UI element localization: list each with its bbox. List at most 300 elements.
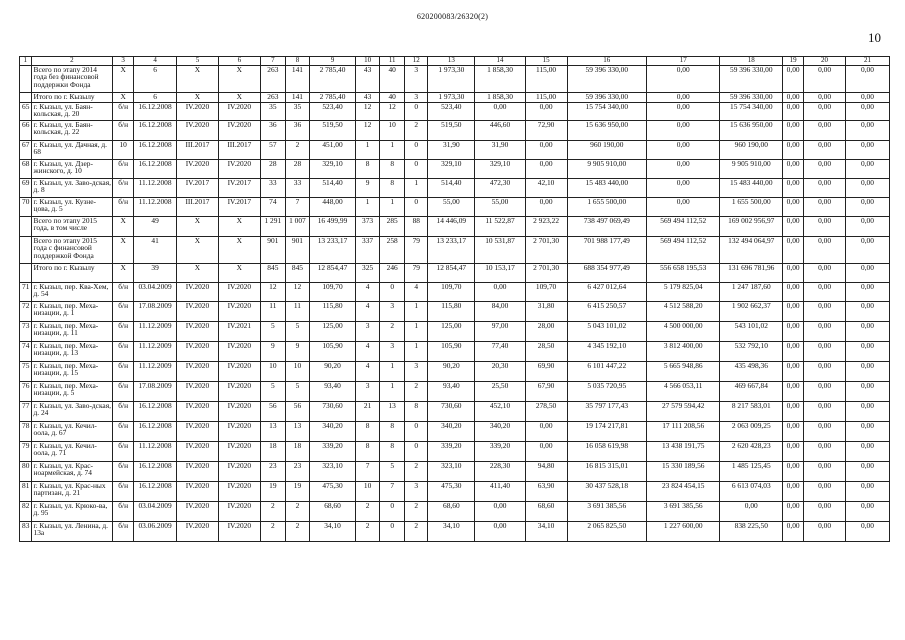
row-number-cell: 71 [20,283,32,302]
table-cell: 329,10 [428,160,475,179]
table-cell: 845 [260,264,285,283]
table-cell: 115,00 [525,66,567,93]
table-cell: 2 [260,522,285,542]
table-cell: 12 [380,103,405,121]
table-cell: 446,60 [475,121,525,141]
table-cell: IV.2020 [177,482,219,502]
table-cell: 0,00 [804,482,846,502]
address-cell: г. Кызыл, ул. Крюко-ва, д. 95 [31,502,113,522]
table-cell: 2 620 428,23 [720,442,783,462]
table-cell: 10 [260,362,285,382]
table-cell: 11.12.2009 [134,322,177,342]
table-cell: 0,00 [845,93,889,103]
table-cell: 03.04.2009 [134,283,177,302]
table-cell: 8 [380,160,405,179]
table-row [20,482,890,502]
table-cell: 0 [380,522,405,542]
column-number-cell: 3 [113,57,134,66]
table-cell: 1 [405,342,428,362]
table-cell: IV.2020 [218,342,260,362]
table-cell: 373 [356,217,380,237]
table-body [20,57,890,542]
table-cell: 339,20 [475,442,525,462]
table-cell: б/н [113,482,134,502]
table-cell: 11.12.2009 [134,342,177,362]
table-cell: 15 483 440,00 [720,179,783,198]
column-number-cell: 20 [804,57,846,66]
table-cell: 845 [285,264,309,283]
table-cell: 6 427 012,64 [567,283,647,302]
table-cell: 0,00 [845,103,889,121]
table-cell: 0,00 [647,198,720,217]
table-cell: 9 905 910,00 [720,160,783,179]
address-cell: г. Кызыл, пер. Меха-низации, д. 1 [31,302,113,322]
table-cell: 0,00 [845,442,889,462]
table-cell: 246 [380,264,405,283]
table-cell: 35 [285,103,309,121]
table-cell: 15 483 440,00 [567,179,647,198]
table-cell: б/н [113,502,134,522]
table-cell: 0 [405,103,428,121]
table-cell: 0,00 [845,302,889,322]
table-cell: 0,00 [783,522,804,542]
table-cell: 1 [380,198,405,217]
address-cell: г. Кызыл, пер. Меха-низации, д. 11 [31,322,113,342]
table-cell: 2 [405,382,428,402]
table-cell: 0,00 [845,217,889,237]
row-number-cell: 72 [20,302,32,322]
table-cell: 56 [260,402,285,422]
summary-row [20,264,890,283]
table-cell: 4 [356,362,380,382]
table-cell: 3 [356,322,380,342]
table-cell: 49 [134,217,177,237]
table-cell: 132 494 064,97 [720,237,783,264]
table-cell: 2 785,40 [309,66,355,93]
address-cell: г. Кызыл, ул. Заво-дская, д. 8 [31,179,113,198]
table-cell: 2 923,22 [525,217,567,237]
table-cell: 23 [260,462,285,482]
table-cell: 411,40 [475,482,525,502]
table-cell: 5 035 720,95 [567,382,647,402]
table-cell: X [177,237,219,264]
table-cell: 0,00 [845,422,889,442]
table-cell: 5 043 101,02 [567,322,647,342]
table-cell: 8 [356,422,380,442]
table-cell: 4 566 053,11 [647,382,720,402]
table-cell: 0,00 [845,402,889,422]
table-cell: 3 [405,362,428,382]
table-cell: 0,00 [647,141,720,160]
table-cell: 23 824 454,15 [647,482,720,502]
table-cell: IV.2017 [218,198,260,217]
table-cell: 0 [380,502,405,522]
table-cell: 31,90 [475,141,525,160]
table-cell: 19 [285,482,309,502]
table-cell: 901 [260,237,285,264]
table-cell: 90,20 [428,362,475,382]
table-cell: 5 179 825,04 [647,283,720,302]
table-cell: 0,00 [783,121,804,141]
table-cell: 0,00 [845,121,889,141]
table-cell: 55,00 [428,198,475,217]
table-cell: 1 227 600,00 [647,522,720,542]
table-cell: 28 [285,160,309,179]
table-cell: 340,20 [475,422,525,442]
table-cell: 13 [380,402,405,422]
table-cell: 90,20 [309,362,355,382]
column-number-cell: 15 [525,57,567,66]
table-cell: 0 [405,442,428,462]
table-cell: IV.2020 [218,402,260,422]
table-cell: 0,00 [804,198,846,217]
table-cell: 28 [260,160,285,179]
table-cell: 59 396 330,00 [720,66,783,93]
table-cell: 17 111 208,56 [647,422,720,442]
table-cell: 63,90 [525,482,567,502]
address-cell: г. Кызыл, ул. Баян-кольская, д. 22 [31,121,113,141]
table-cell: 0,00 [845,179,889,198]
table-cell: 9 905 910,00 [567,160,647,179]
table-cell: 2 [356,522,380,542]
table-cell: 3 691 385,56 [647,502,720,522]
table-cell: 435 498,36 [720,362,783,382]
row-number-cell: 69 [20,179,32,198]
table-cell: 3 812 400,00 [647,342,720,362]
column-number-cell: 17 [647,57,720,66]
table-cell: X [218,264,260,283]
table-cell: 11 522,87 [475,217,525,237]
address-cell: г. Кызыл, пер. Ква-Хем, д. 54 [31,283,113,302]
table-cell: 10 [113,141,134,160]
table-cell: 31,80 [525,302,567,322]
table-cell: 514,40 [309,179,355,198]
table-cell: 0,00 [783,302,804,322]
table-cell: 960 190,00 [720,141,783,160]
table-cell: 11.12.2008 [134,198,177,217]
row-number-cell: 80 [20,462,32,482]
table-cell: 469 667,84 [720,382,783,402]
column-number-cell: 9 [309,57,355,66]
table-cell: 0,00 [783,342,804,362]
table-cell: 0,00 [804,103,846,121]
column-number-cell: 16 [567,57,647,66]
table-cell: 0,00 [783,103,804,121]
table-cell: 0,00 [783,382,804,402]
table-cell: 0,00 [525,160,567,179]
table-cell: IV.2020 [218,422,260,442]
table-cell: 3 [380,342,405,362]
table-cell: 0,00 [845,362,889,382]
table-cell: 0,00 [647,121,720,141]
table-cell: 339,20 [309,442,355,462]
address-cell: г. Кызыл, ул. Крас-ных партизан, д. 21 [31,482,113,502]
table-cell: 36 [285,121,309,141]
table-cell: 109,70 [525,283,567,302]
table-cell: 11 [260,302,285,322]
table-cell: 16.12.2008 [134,482,177,502]
table-cell: 41 [134,237,177,264]
table-cell: 3 [405,93,428,103]
table-cell: 2 [260,502,285,522]
table-cell: 17.08.2009 [134,382,177,402]
table-cell: 97,00 [475,322,525,342]
table-cell: X [218,66,260,93]
table-cell: 0,00 [804,462,846,482]
table-cell: 0,00 [720,502,783,522]
table-cell: 16.12.2008 [134,141,177,160]
table-row [20,302,890,322]
table-cell: 339,20 [428,442,475,462]
table-cell: 74 [260,198,285,217]
column-number-cell: 1 [20,57,32,66]
table-cell: 94,80 [525,462,567,482]
table-cell: 0,00 [475,522,525,542]
address-cell: Всего по этапу 2015 года, в том числе [31,217,113,237]
table-cell: 2 [405,462,428,482]
table-cell: 0,00 [845,264,889,283]
table-cell: 0,00 [804,283,846,302]
row-number-cell [20,66,32,93]
table-cell: 0,00 [804,322,846,342]
table-cell: 1 [405,322,428,342]
table-cell: 0,00 [845,482,889,502]
table-cell: 36 [260,121,285,141]
table-cell: 8 [380,442,405,462]
table-cell: 28,50 [525,342,567,362]
table-cell: 34,10 [309,522,355,542]
table-cell: IV.2020 [177,121,219,141]
table-cell: 79 [405,264,428,283]
table-cell: б/н [113,522,134,542]
table-cell: 43 [356,93,380,103]
table-cell: 13 [285,422,309,442]
table-cell: 0,00 [804,141,846,160]
table-cell: X [177,217,219,237]
table-cell: 263 [260,93,285,103]
table-cell: IV.2017 [177,179,219,198]
row-number-cell: 65 [20,103,32,121]
table-cell: 40 [380,66,405,93]
table-cell: 0,00 [804,402,846,422]
table-cell: 0,00 [783,283,804,302]
table-cell: 0,00 [783,462,804,482]
table-cell: 10 531,87 [475,237,525,264]
table-cell: X [177,264,219,283]
table-cell: 13 438 191,75 [647,442,720,462]
table-cell: 141 [285,66,309,93]
table-cell: 0,00 [475,103,525,121]
table-cell: 88 [405,217,428,237]
table-cell: 16 058 619,98 [567,442,647,462]
table-cell: 730,60 [428,402,475,422]
row-number-cell: 81 [20,482,32,502]
table-cell: IV.2020 [218,302,260,322]
table-cell: 1 485 125,45 [720,462,783,482]
table-cell: 35 [260,103,285,121]
table-cell: 475,30 [309,482,355,502]
table-cell: 2 [285,502,309,522]
table-cell: 115,00 [525,93,567,103]
table-cell: 6 [134,66,177,93]
table-cell: IV.2020 [218,522,260,542]
table-cell: 4 [405,283,428,302]
table-cell: 31,90 [428,141,475,160]
column-number-cell: 13 [428,57,475,66]
table-cell: 16.12.2008 [134,121,177,141]
table-cell: 514,40 [428,179,475,198]
table-cell: 23 [285,462,309,482]
table-cell: 2 [380,322,405,342]
table-cell: 0,00 [845,160,889,179]
table-cell: 35 797 177,43 [567,402,647,422]
table-cell: 448,00 [309,198,355,217]
table-cell: X [113,217,134,237]
table-cell: 15 754 340,00 [567,103,647,121]
table-cell: б/н [113,121,134,141]
table-cell: 03.06.2009 [134,522,177,542]
table-cell: 5 [260,382,285,402]
table-cell: 0,00 [525,198,567,217]
table-cell: 0 [405,422,428,442]
row-number-cell: 70 [20,198,32,217]
table-cell: 0,00 [783,179,804,198]
table-cell: IV.2020 [218,382,260,402]
table-row [20,382,890,402]
table-cell: 0,00 [783,264,804,283]
table-cell: 109,70 [428,283,475,302]
table-cell: 0,00 [804,93,846,103]
table-cell: X [113,264,134,283]
table-cell: 20,30 [475,362,525,382]
row-number-cell: 79 [20,442,32,462]
table-cell: 0,00 [647,179,720,198]
table-cell: 451,00 [309,141,355,160]
table-cell: 329,10 [475,160,525,179]
table-cell: 4 [356,342,380,362]
table-cell: 5 665 948,86 [647,362,720,382]
table-cell: 10 [285,362,309,382]
row-number-cell: 83 [20,522,32,542]
address-cell: г. Кызыл, ул. Кечил-оола, д. 71 [31,442,113,462]
table-cell: 329,10 [309,160,355,179]
table-cell: 519,50 [309,121,355,141]
table-cell: X [113,93,134,103]
table-cell: 263 [260,66,285,93]
table-cell: 105,90 [428,342,475,362]
address-cell: г. Кызыл, ул. Дзер-жинского, д. 10 [31,160,113,179]
table-cell: 0,00 [525,422,567,442]
table-cell: 0 [405,141,428,160]
table-cell: 25,50 [475,382,525,402]
table-cell: 16.12.2008 [134,422,177,442]
table-cell: 16 815 315,01 [567,462,647,482]
table-row [20,179,890,198]
table-cell: 6 101 447,22 [567,362,647,382]
table-cell: IV.2020 [177,283,219,302]
table-cell: 543 101,02 [720,322,783,342]
table-cell: 0,00 [783,141,804,160]
table-cell: IV.2020 [177,462,219,482]
table-cell: 0,00 [845,462,889,482]
table-cell: 11.12.2009 [134,362,177,382]
table-cell: б/н [113,160,134,179]
table-cell: 0,00 [845,198,889,217]
table-cell: 340,20 [309,422,355,442]
table-cell: 0,00 [647,103,720,121]
table-cell: 8 [380,422,405,442]
table-cell: б/н [113,422,134,442]
address-cell: г. Кызыл, ул. Кузне-цова, д. 5 [31,198,113,217]
table-cell: 0,00 [783,502,804,522]
table-cell: 7 [380,482,405,502]
summary-row [20,217,890,237]
table-cell: 3 [405,482,428,502]
table-cell: 16.12.2008 [134,103,177,121]
table-cell: 0,00 [783,322,804,342]
table-cell: 688 354 977,49 [567,264,647,283]
table-cell: б/н [113,198,134,217]
table-cell: 0,00 [804,442,846,462]
table-cell: X [218,93,260,103]
table-cell: III.2017 [218,141,260,160]
table-cell: 16.12.2008 [134,160,177,179]
table-cell: 1 655 500,00 [567,198,647,217]
column-number-cell: 4 [134,57,177,66]
table-cell: 3 691 385,56 [567,502,647,522]
table-cell: 59 396 330,00 [567,93,647,103]
column-number-cell: 6 [218,57,260,66]
table-cell: 67,90 [525,382,567,402]
table-cell: 0,00 [804,237,846,264]
table-cell: 9 [260,342,285,362]
table-cell: 278,50 [525,402,567,422]
table-cell: 532 792,10 [720,342,783,362]
table-cell: 523,40 [309,103,355,121]
table-cell: б/н [113,442,134,462]
table-cell: 4 [356,283,380,302]
table-cell: IV.2020 [218,442,260,462]
address-cell: г. Кызыл, ул. Крас-ноармейская, д. 74 [31,462,113,482]
table-row [20,402,890,422]
table-cell: 43 [356,66,380,93]
table-cell: 556 658 195,53 [647,264,720,283]
address-cell: г. Кызыл, ул. Кечил-оола, д. 67 [31,422,113,442]
table-row [20,103,890,121]
table-cell: 42,10 [525,179,567,198]
table-cell: 13 233,17 [309,237,355,264]
table-cell: 730,60 [309,402,355,422]
table-row [20,422,890,442]
table-cell: б/н [113,322,134,342]
table-cell: 15 636 950,00 [720,121,783,141]
table-cell: IV.2020 [177,362,219,382]
table-cell: 0,00 [525,141,567,160]
table-row [20,522,890,542]
table-cell: 523,40 [428,103,475,121]
table-cell: 3 [356,382,380,402]
table-cell: X [177,93,219,103]
column-number-cell: 18 [720,57,783,66]
table-cell: 131 696 781,96 [720,264,783,283]
table-cell: 18 [285,442,309,462]
table-cell: IV.2020 [177,382,219,402]
table-cell: 11 [285,302,309,322]
table-cell: 2 063 009,25 [720,422,783,442]
table-cell: IV.2020 [177,502,219,522]
table-cell: 57 [260,141,285,160]
table-cell: 0,00 [804,264,846,283]
